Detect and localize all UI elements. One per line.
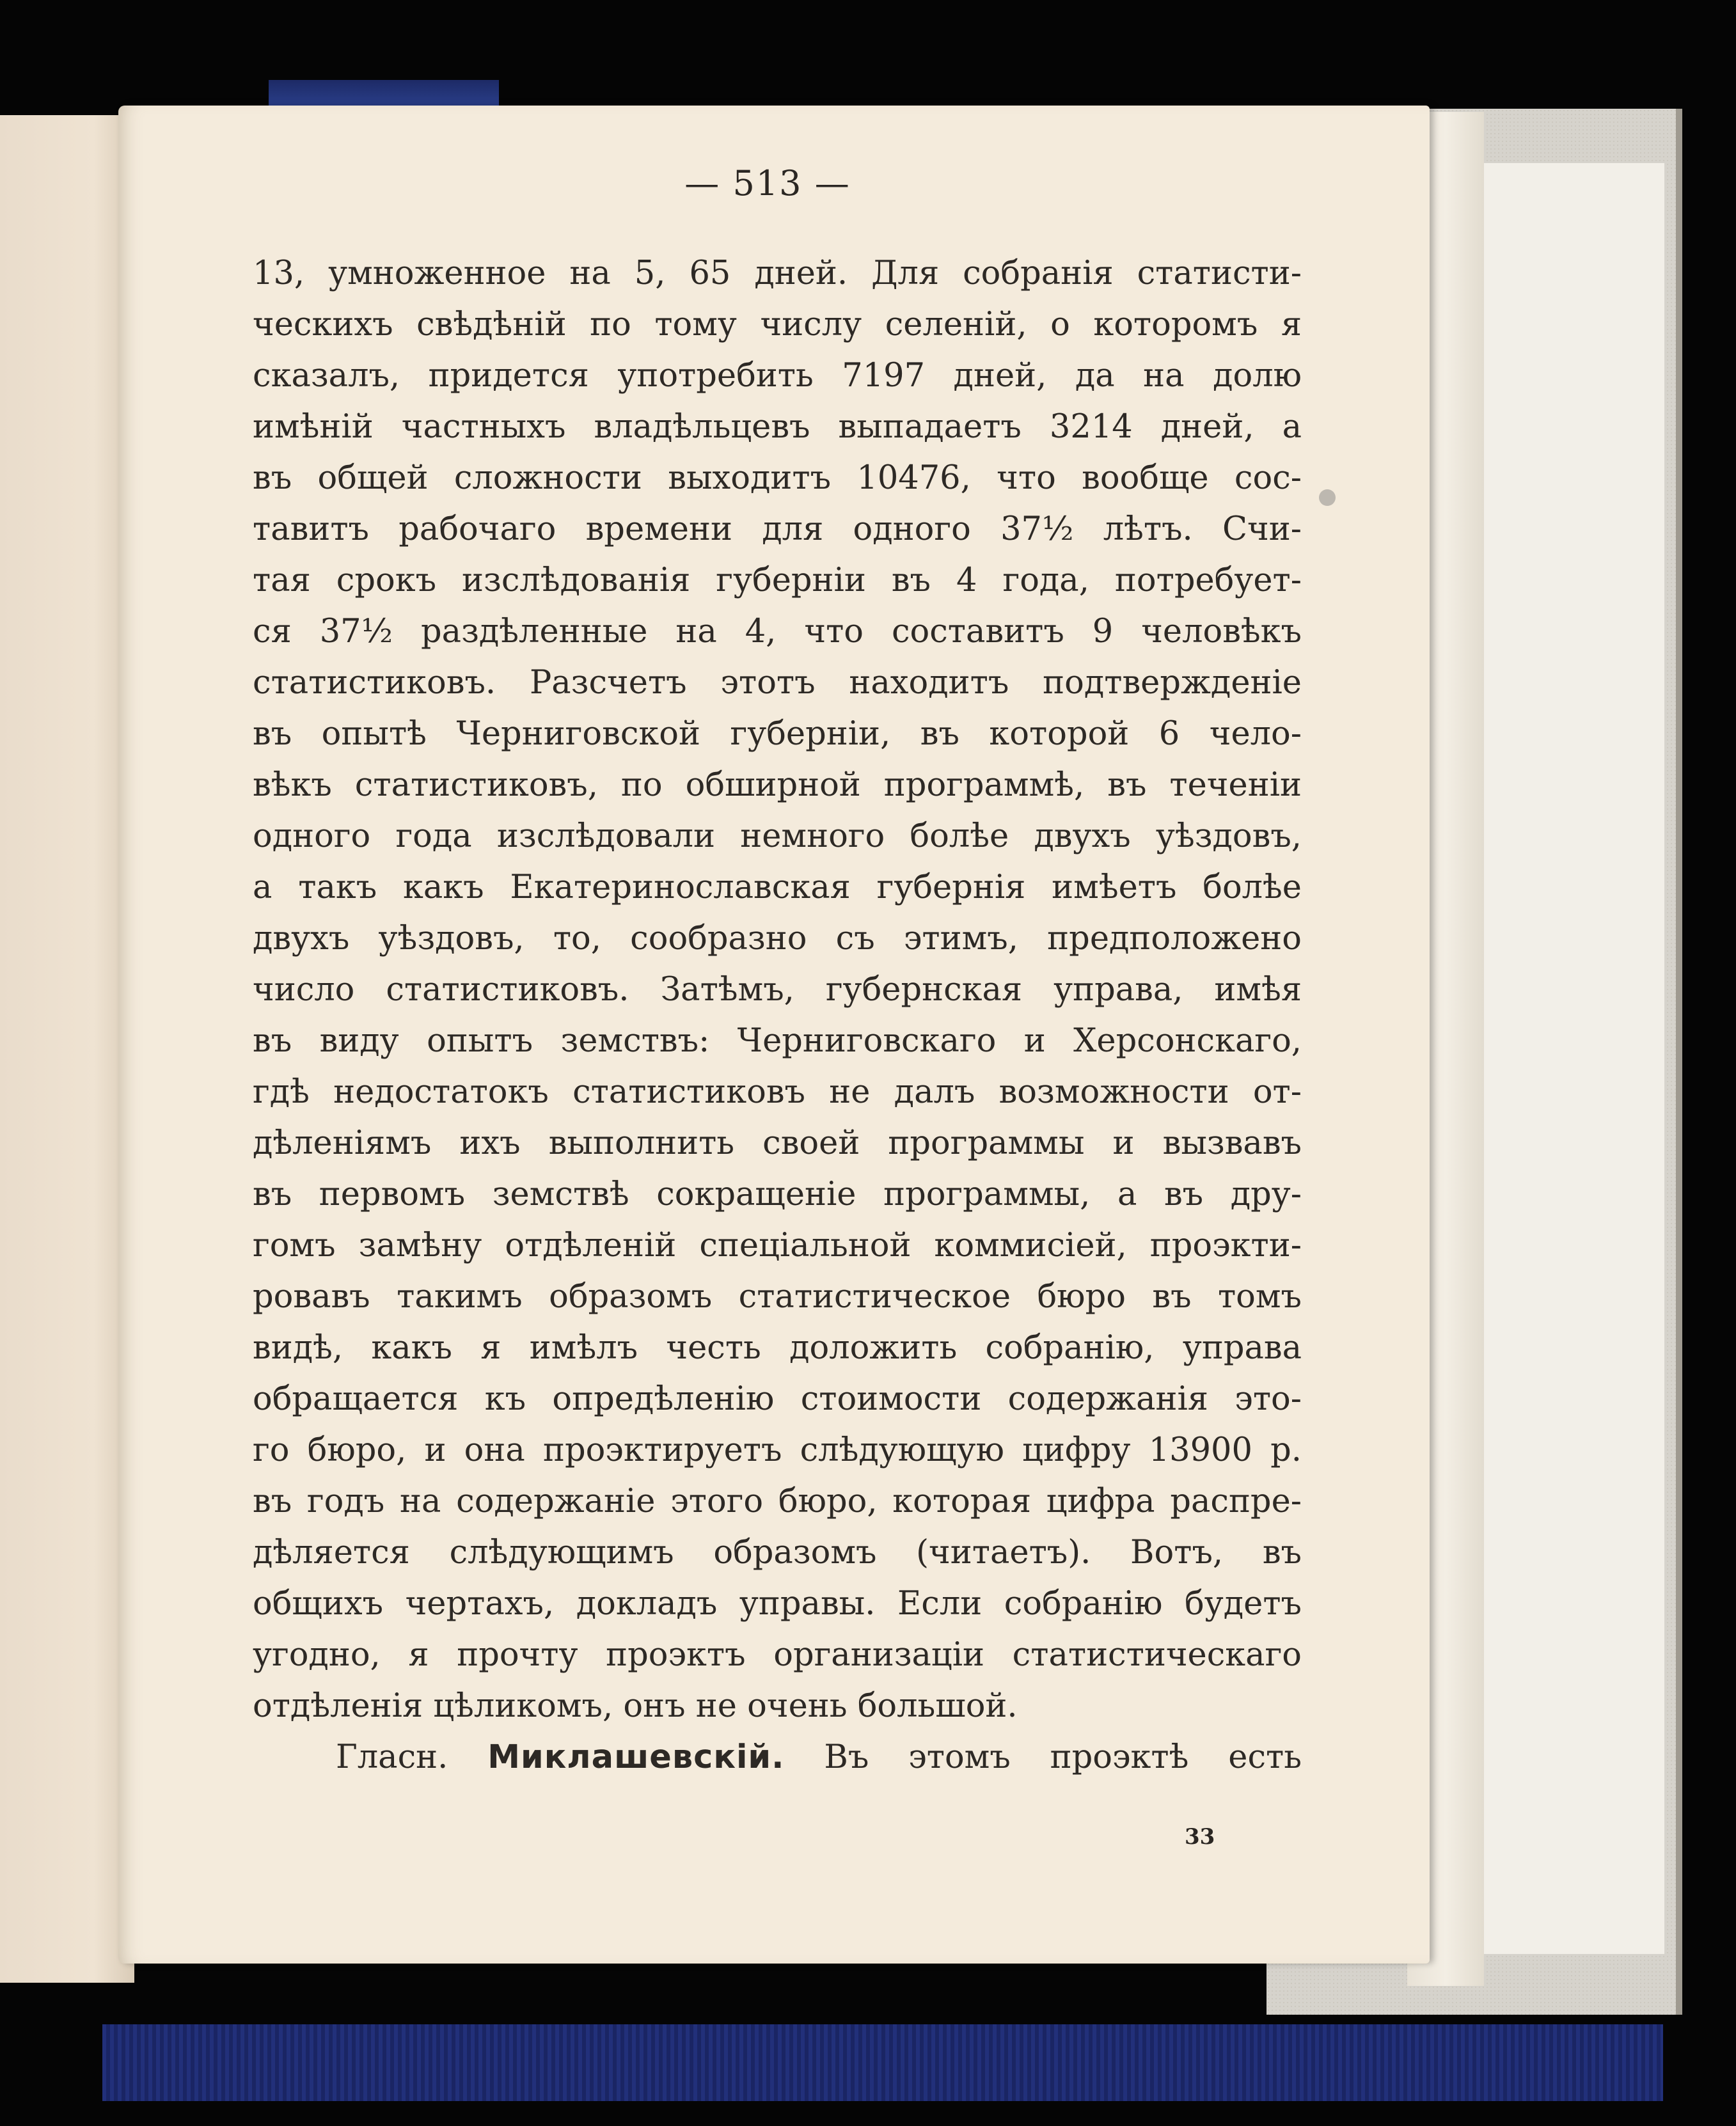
page-number: — 513 —	[684, 163, 851, 203]
text-line: видѣ, какъ я имѣлъ честь доложить собранію, управа	[253, 1329, 1302, 1367]
text-line: угодно, я прочту проэктъ организаціи статистическаго	[253, 1636, 1302, 1674]
printer-signature-mark: 33	[1185, 1824, 1215, 1850]
facing-page-edge	[0, 115, 134, 1983]
text-line: тавитъ рабочаго времени для одного 37½ лѣтъ. Счи-	[253, 510, 1302, 548]
text-line: а такъ какъ Екатеринославская губернія имѣетъ болѣе	[253, 869, 1302, 906]
speaker-text: Въ этомъ проэктѣ есть	[824, 1738, 1302, 1776]
text-line: отдѣленія цѣликомъ, онъ не очень большой.	[253, 1687, 1018, 1725]
text-line: въ общей сложности выходитъ 10476, что вообще сос-	[253, 459, 1302, 497]
paper-stain	[1319, 489, 1336, 506]
speaker-paragraph	[336, 1732, 1302, 1783]
text-line: 13, умноженное на 5, 65 дней. Для собранія статисти-	[253, 255, 1302, 292]
speaker-name: Миклашевскій.	[487, 1738, 785, 1776]
text-line: гдѣ недостатокъ статистиковъ не далъ возможности от-	[253, 1073, 1302, 1111]
text-line: го бюро, и она проэктируетъ слѣдующую цифру 13900 р.	[253, 1431, 1302, 1469]
text-line: число статистиковъ. Затѣмъ, губернская управа, имѣя	[253, 971, 1302, 1009]
text-line: ческихъ свѣдѣній по тому числу селеній, о которомъ я	[253, 306, 1302, 343]
text-line: имѣній частныхъ владѣльцевъ выпадаетъ 3214 дней, а	[253, 408, 1302, 446]
text-line: тая срокъ изслѣдованія губерніи въ 4 года, потребует-	[253, 562, 1302, 599]
text-line: статистиковъ. Разсчетъ этотъ находитъ подтвержденіе	[253, 664, 1302, 702]
text-line: обращается къ опредѣленію стоимости содержанія это-	[253, 1380, 1302, 1418]
speaker-prefix: Гласн.	[336, 1738, 448, 1776]
text-line: въ опытѣ Черниговской губерніи, въ которой 6 чело-	[253, 715, 1302, 753]
text-line: вѣкъ статистиковъ, по обширной программѣ, въ теченіи	[253, 766, 1302, 804]
text-line: въ годъ на содержаніе этого бюро, которая цифра распре-	[253, 1483, 1302, 1520]
text-line: дѣленіямъ ихъ выполнить своей программы и вызвавъ	[253, 1124, 1302, 1162]
text-line: въ первомъ земствѣ сокращеніе программы, а въ дру-	[253, 1176, 1302, 1213]
text-line: въ виду опытъ земствъ: Черниговскаго и Херсонскаго,	[253, 1022, 1302, 1060]
text-line: двухъ уѣздовъ, то, сообразно съ этимъ, предположено	[253, 920, 1302, 957]
text-line: гомъ замѣну отдѣленій спеціальной коммисіей, проэкти-	[253, 1227, 1302, 1264]
text-line: сказалъ, придется употребить 7197 дней, да на долю	[253, 357, 1302, 395]
text-line: дѣляется слѣдующимъ образомъ (читаетъ). Вотъ, въ	[253, 1534, 1302, 1571]
endpaper	[1478, 163, 1664, 1954]
text-line: ровавъ такимъ образомъ статистическое бюро въ томъ	[253, 1278, 1302, 1316]
binding-cloth-bottom	[102, 2024, 1663, 2101]
text-line: общихъ чертахъ, докладъ управы. Если собранію будетъ	[253, 1585, 1302, 1623]
text-line: одного года изслѣдовали немного болѣе двухъ уѣздовъ,	[253, 817, 1302, 855]
text-line: ся 37½ раздѣленные на 4, что составитъ 9 человѣкъ	[253, 613, 1302, 650]
